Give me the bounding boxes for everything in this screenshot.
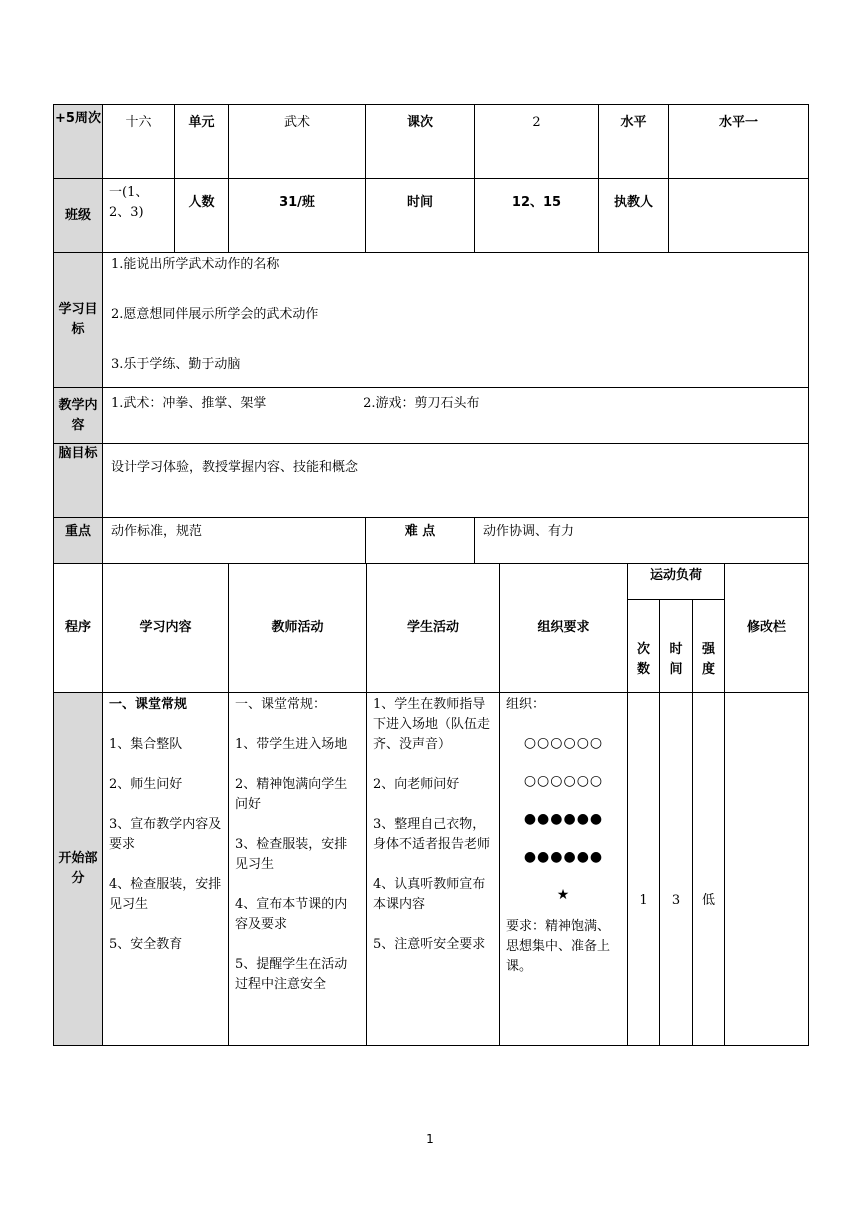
col-revision: 修改栏 — [725, 564, 809, 693]
brain-goal-label: 脑目标 — [54, 444, 103, 518]
teacher-value — [669, 179, 809, 253]
learning-item: 4、检查服装，安排见习生 — [109, 877, 222, 912]
teacher-item: 4、宣布本节课的内容及要求 — [235, 897, 348, 932]
teacher-item: 3、检查服装，安排见习生 — [235, 837, 348, 872]
student-item: 2、向老师问好 — [373, 777, 460, 792]
difficulty-text: 动作协调、有力 — [475, 518, 809, 564]
start-student-cell — [367, 693, 500, 1046]
col-intensity: 强度 — [693, 600, 725, 693]
week-label: +5周次 — [54, 105, 103, 179]
formation-row-filled: ●●●●●● — [523, 849, 604, 865]
start-duration: 3 — [660, 693, 693, 1046]
learning-item: 3、宣布教学内容及要求 — [109, 817, 222, 852]
start-teacher-cell — [229, 693, 367, 1046]
start-revision — [725, 693, 809, 1046]
unit-value: 武术 — [229, 105, 366, 179]
goals-label: 学习目标 — [54, 253, 103, 388]
col-teacher: 教师活动 — [229, 564, 367, 693]
time-value: 12、15 — [475, 179, 599, 253]
teacher-star-icon: ★ — [556, 887, 571, 903]
content-cell — [103, 388, 809, 444]
learning-title: 一、课堂常规 — [109, 697, 188, 712]
student-item: 4、认真听教师宣布本课内容 — [373, 877, 486, 912]
col-times: 次数 — [628, 600, 660, 693]
class-value: 一(1、2、3) — [103, 179, 175, 253]
count-value: 31/班 — [229, 179, 366, 253]
col-procedure: 程序 — [54, 564, 103, 693]
start-intensity: 低 — [693, 693, 725, 1046]
lesson-label: 课次 — [366, 105, 475, 179]
teacher-label: 执教人 — [599, 179, 669, 253]
goal-item: 3.乐于学练、勤于动脑 — [111, 357, 241, 372]
start-org-cell — [500, 693, 628, 1046]
goal-item: 2.愿意想同伴展示所学会的武术动作 — [111, 307, 319, 322]
brain-goal-text: 设计学习体验，教授掌握内容、技能和概念 — [103, 444, 809, 518]
col-org: 组织要求 — [500, 564, 628, 693]
formation-row-filled: ●●●●●● — [523, 811, 604, 827]
teacher-item: 2、精神饱满向学生问好 — [235, 777, 348, 812]
learning-item: 1、集合整队 — [109, 737, 183, 752]
content-label: 教学内容 — [54, 388, 103, 444]
learning-item: 5、安全教育 — [109, 937, 183, 952]
col-load: 运动负荷 — [628, 564, 725, 600]
unit-label: 单元 — [175, 105, 229, 179]
org-title: 组织： — [506, 697, 546, 712]
start-learning-cell — [103, 693, 229, 1046]
teacher-item: 1、带学生进入场地 — [235, 737, 348, 752]
level-label: 水平 — [599, 105, 669, 179]
start-times: 1 — [628, 693, 660, 1046]
procedure-table — [53, 563, 809, 1046]
difficulty-label: 难 点 — [366, 518, 475, 564]
page-number: 1 — [426, 1132, 434, 1146]
level-value: 水平一 — [669, 105, 809, 179]
count-label: 人数 — [175, 179, 229, 253]
content-item-2: 2.游戏：剪刀石头布 — [363, 396, 480, 411]
learning-item: 2、师生问好 — [109, 777, 183, 792]
start-part-label: 开始部分 — [54, 693, 103, 1046]
col-learning: 学习内容 — [103, 564, 229, 693]
col-student: 学生活动 — [367, 564, 500, 693]
student-item: 5、注意听安全要求 — [373, 937, 486, 952]
student-item: 1、学生在教师指导下进入场地（队伍走齐、没声音） — [373, 697, 491, 752]
time-label: 时间 — [366, 179, 475, 253]
week-value: 十六 — [103, 105, 175, 179]
goal-item: 1.能说出所学武术动作的名称 — [111, 257, 280, 272]
content-item-1: 1.武术：冲拳、推掌、架掌 — [111, 396, 267, 411]
teacher-item: 5、提醒学生在活动过程中注意安全 — [235, 957, 348, 992]
key-points-label: 重点 — [54, 518, 103, 564]
lesson-value: 2 — [475, 105, 599, 179]
org-requirement: 要求：精神饱满、思想集中、准备上课。 — [506, 919, 611, 974]
student-item: 3、整理自己衣物，身体不适者报告老师 — [373, 817, 491, 852]
formation-row-open: ○○○○○○ — [523, 735, 604, 751]
teacher-title: 一、课堂常规： — [235, 697, 327, 712]
goals-list — [103, 253, 809, 388]
col-duration: 时间 — [660, 600, 693, 693]
lesson-info-table — [53, 104, 809, 564]
key-points-text: 动作标准，规范 — [103, 518, 366, 564]
formation-row-open: ○○○○○○ — [523, 773, 604, 789]
class-label: 班级 — [54, 179, 103, 253]
